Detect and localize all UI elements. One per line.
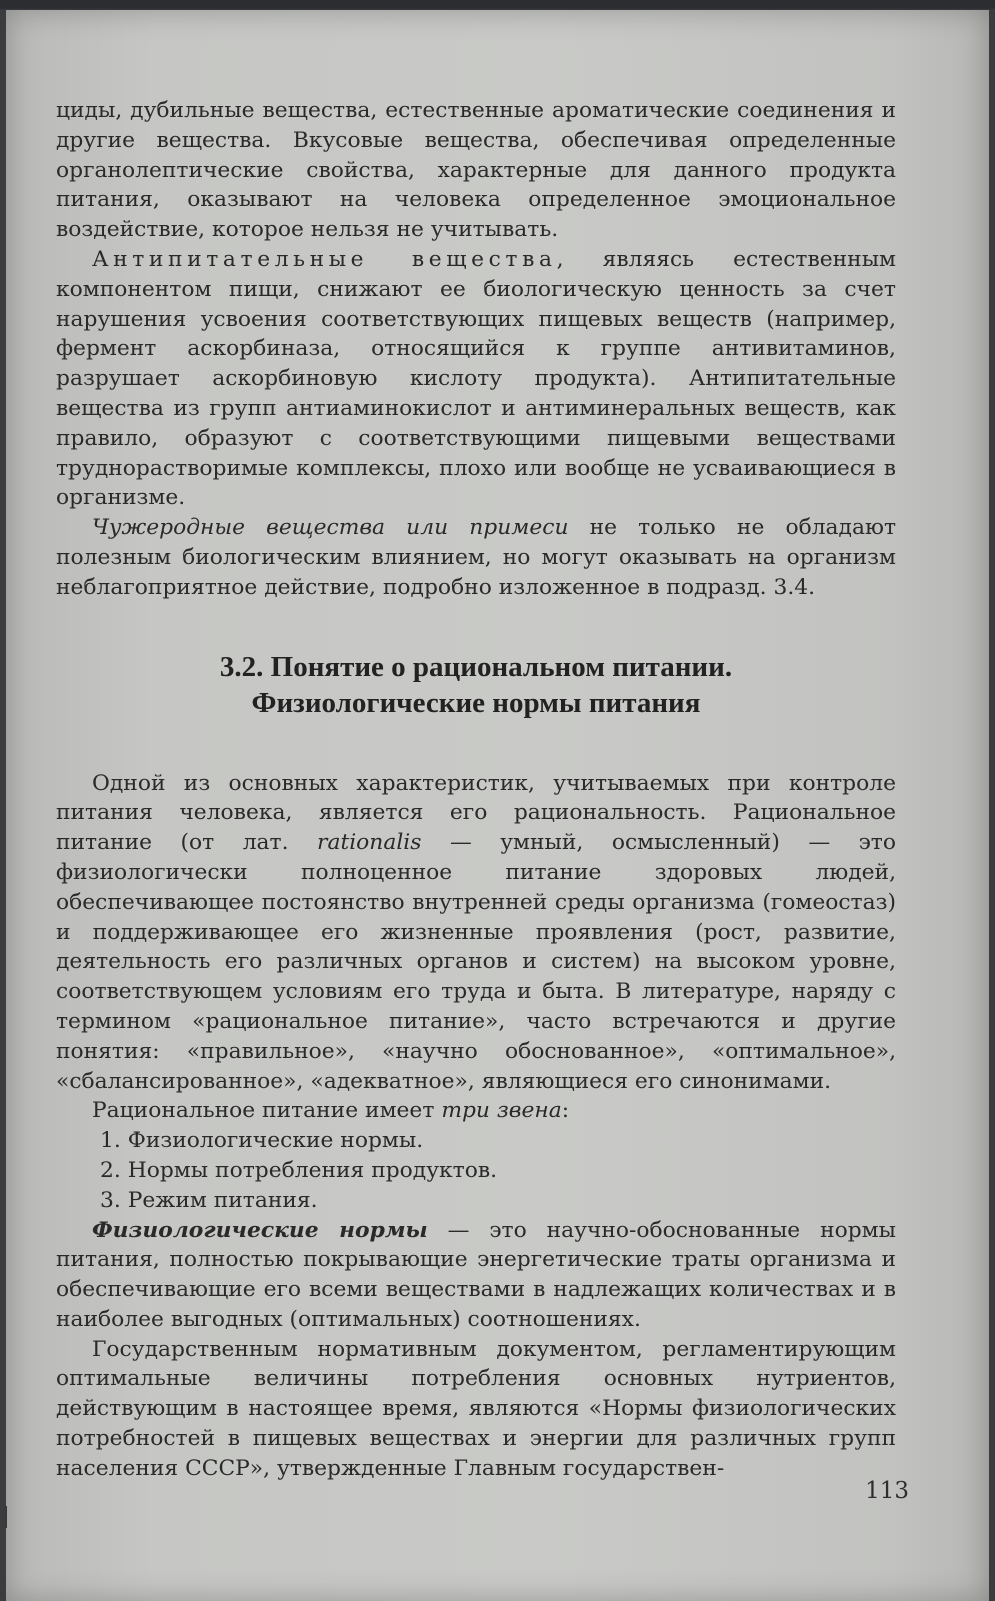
page-body <box>56 96 896 1484</box>
paragraph-6 <box>56 1216 896 1335</box>
paragraph-4 <box>56 769 896 1097</box>
paragraph-3 <box>56 513 896 602</box>
term-three-links: три звена <box>441 1098 562 1124</box>
paragraph-3-text: не только не обладают полезным биологическим влиянием, но могут оказывать на организм неблагоприятное действие, подробно изложенное в подразд. 3.4. <box>56 515 897 600</box>
paragraph-5 <box>56 1096 896 1126</box>
paragraph-7-text: Государственным нормативным документом, регламентирующим оптимальные величины потребления основных нутриентов, действующим в настоящее время, являются «Нормы физиологических потребностей в пищевых веществах и энергии для различных групп населения СССР», утвержденные Главным государствен- <box>56 1336 896 1481</box>
section-heading-line-1: 3.2. Понятие о рациональном питании. <box>219 650 733 683</box>
paragraph-7 <box>56 1335 896 1484</box>
term-physiological-norms: Физиологические нормы <box>92 1217 428 1243</box>
list-item: 2. Нормы потребления продуктов. <box>100 1157 498 1183</box>
paragraph-1-text: циды, дубильные вещества, естественные ароматические соединения и другие вещества. Вкусовые вещества, обеспечивая определенные органолептические свойства, характерные для данного продукта питания, оказывают на человека определенное эмоциональное воздействие, которое нельзя не учитывать. <box>56 98 896 243</box>
page-number: 113 <box>865 1478 909 1504</box>
section-heading-line-2: Физиологические нормы питания <box>251 686 701 719</box>
list-item: 3. Режим питания. <box>100 1187 318 1213</box>
paragraph-1 <box>56 96 896 245</box>
paragraph-4-text-a: Одной из основных характеристик, учитываемых при контроле питания человека, является его рациональность. Рациональное питание (от лат. <box>56 770 896 856</box>
paragraph-4-text-b: — умный, осмысленный) — это физиологически полноценное питание здоровых людей, обеспечивающее постоянство внутренней среды организма (гомеостаз) и поддерживающее его жизненные проявления (рост, развитие, деятельность его различных органов и систем) на высоком уровне, соответствующем условиям его труда и быта. В литературе, наряду с термином «рациональное питание», часто встречаются и другие понятия: «правильное», «научно обоснованное», «оптимальное», «сбалансированное», «адекватное», являющиеся его синонимами. <box>56 830 896 1094</box>
term-antinutrients: Антипитательные вещества <box>92 246 557 272</box>
paragraph-5-text-a: Рациональное питание имеет <box>92 1098 442 1124</box>
paragraph-2-text: , являясь естественным компонентом пищи, снижают ее биологическую ценность за счет нарушения усвоения соответствующих пищевых веществ (например, фермент аскорбиназа, относящийся к группе антивитаминов, разрушает аскорбиновую кислоту продукта). Антипитательные вещества из групп антиаминокислот и антиминеральных веществ, как правило, образуют с соответствующими пищевыми веществами труднорастворимые комплексы, плохо или вообще не усваивающиеся в организме. <box>56 246 897 511</box>
term-foreign-substances: Чужеродные вещества или примеси <box>92 515 569 541</box>
paragraph-6-text: — это научно-обоснованные нормы питания, полностью покрывающие энергетические траты организма и обеспечивающие его всеми веществами в надлежащих количествах и в наиболее выгодных (оптимальных) соотношениях. <box>56 1217 896 1332</box>
edge-mark <box>4 1506 7 1528</box>
latin-term: rationalis <box>317 830 422 856</box>
paragraph-2 <box>56 245 896 513</box>
section-heading <box>56 649 896 721</box>
paragraph-5-text-b: : <box>561 1098 570 1124</box>
list-item: 1. Физиологические нормы. <box>100 1128 424 1154</box>
